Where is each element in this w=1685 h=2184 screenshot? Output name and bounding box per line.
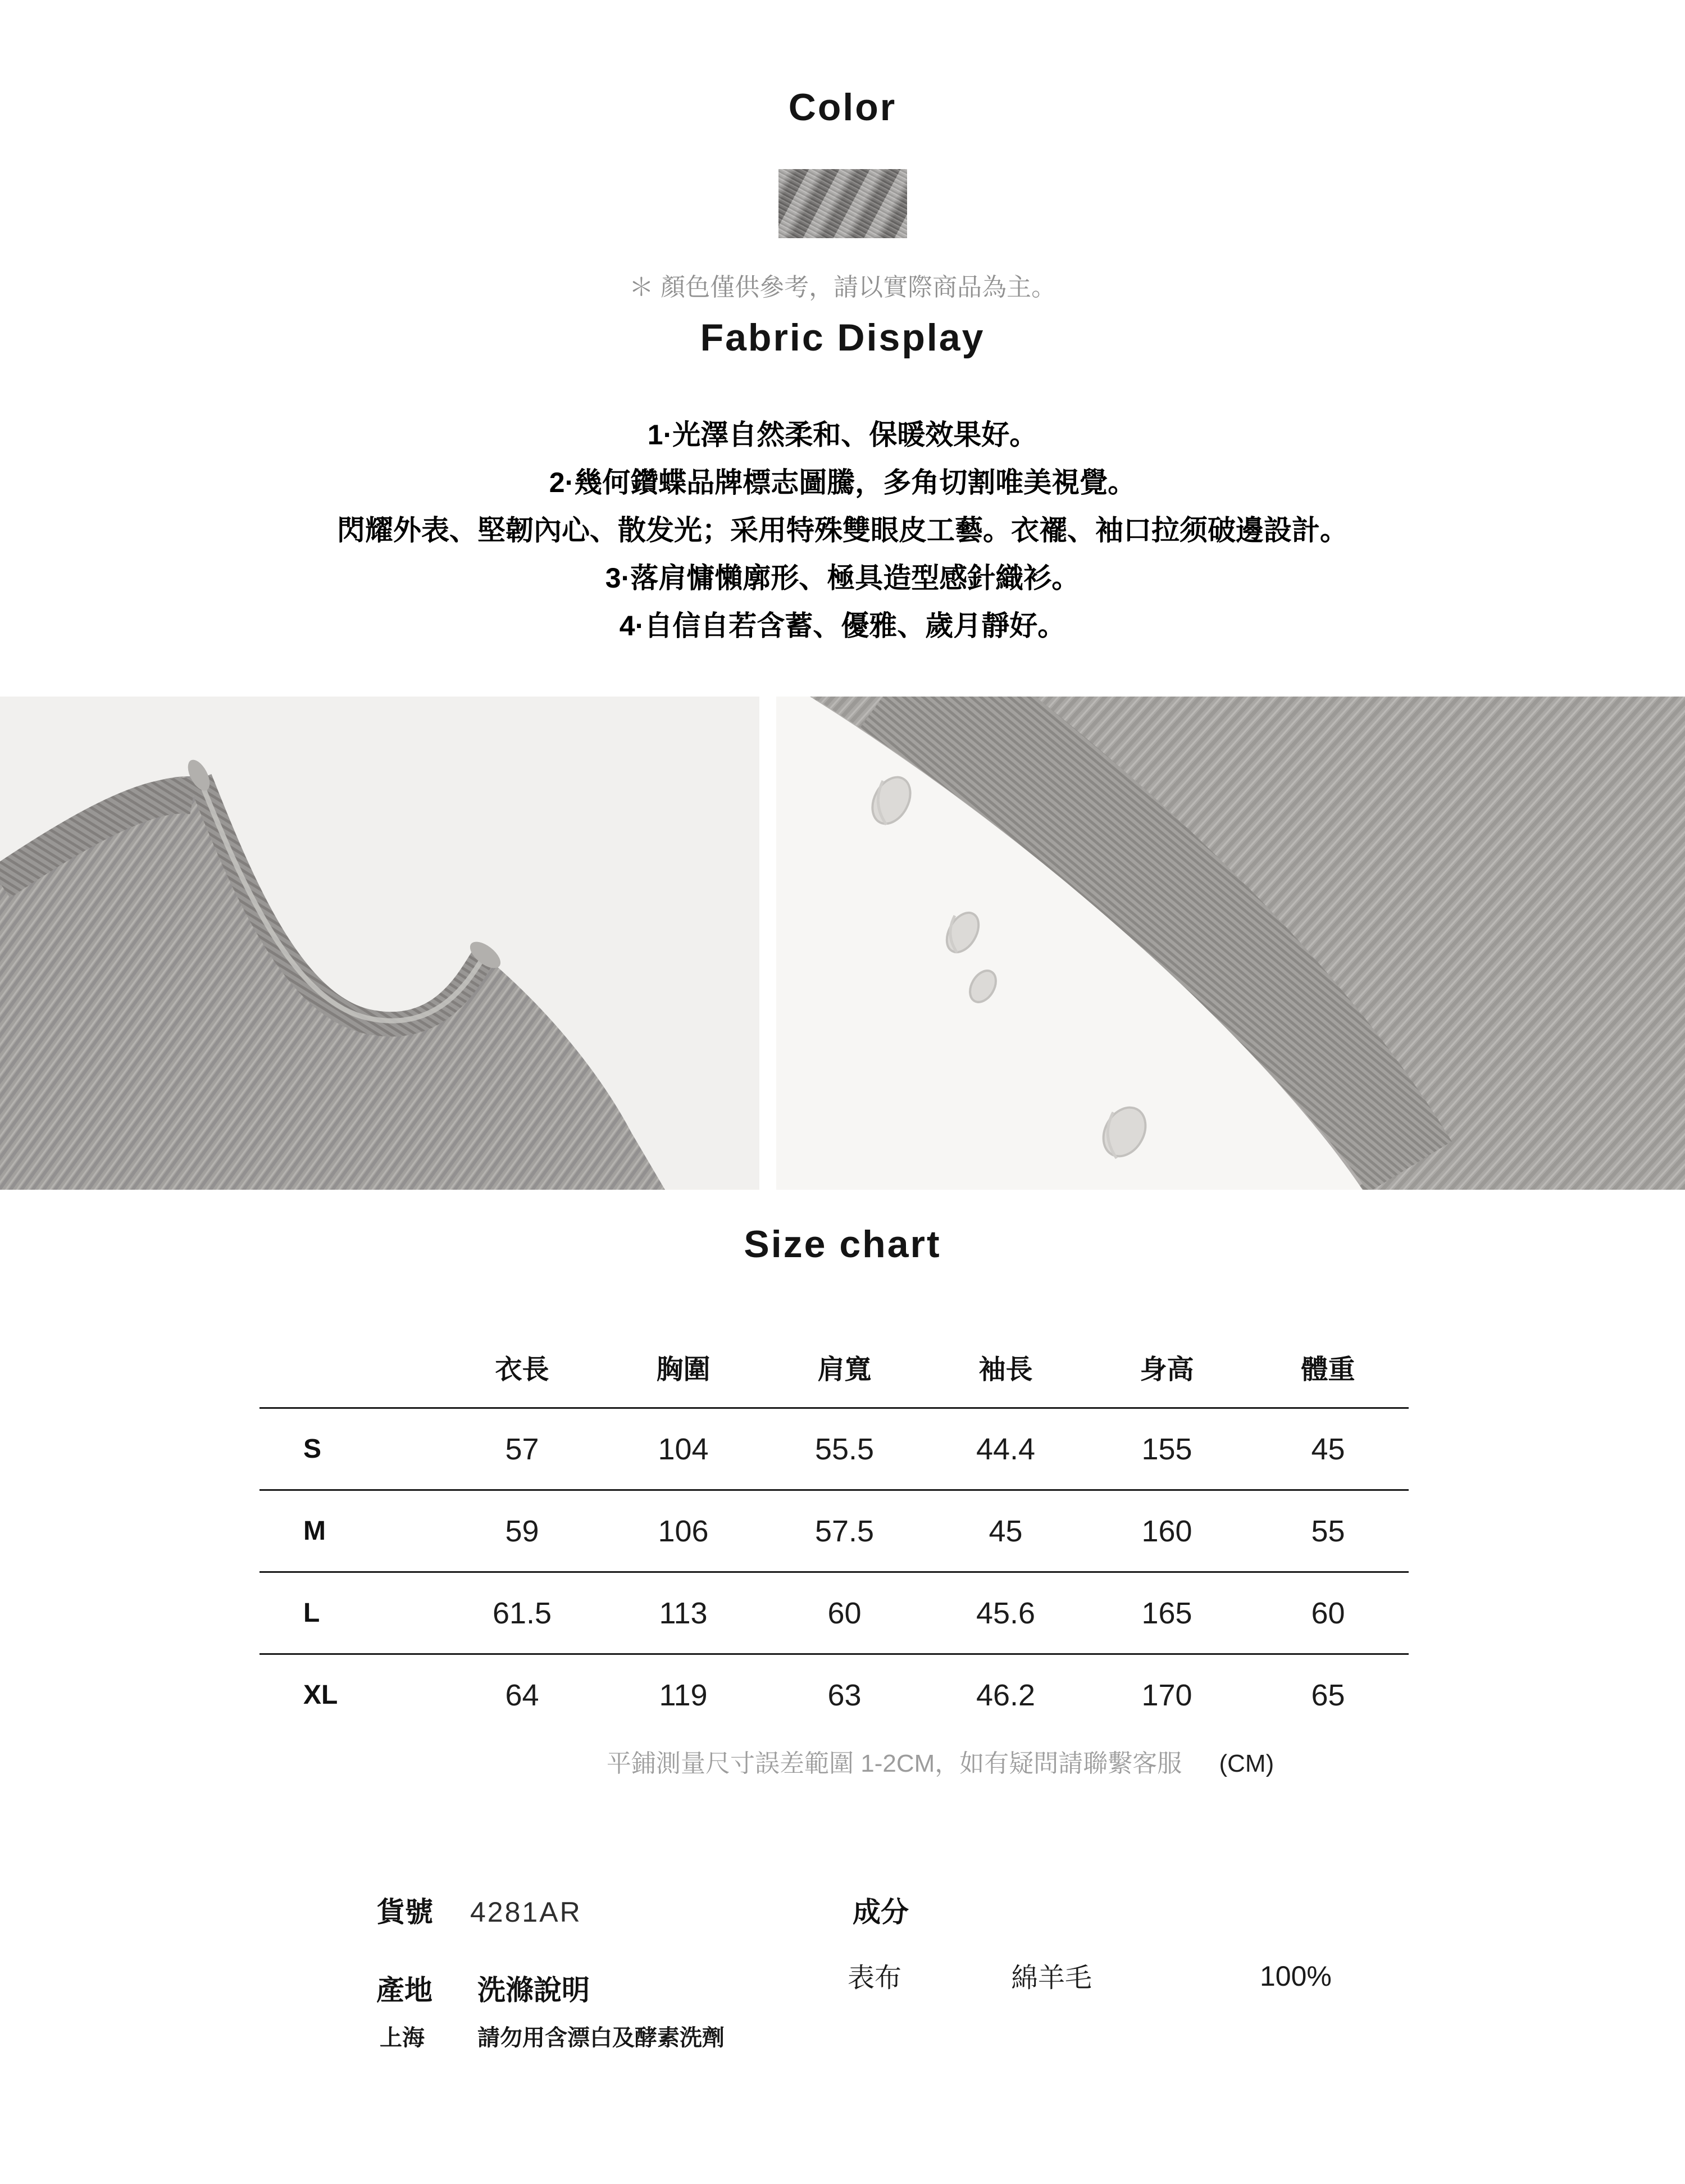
product-photo-strip: [0, 697, 1685, 1190]
column-header: 體重: [1301, 1355, 1355, 1385]
size-value: 60: [1311, 1596, 1345, 1630]
measurement-unit: (CM): [1219, 1750, 1274, 1777]
size-value: 59: [505, 1514, 539, 1548]
size-value: 55: [1311, 1514, 1345, 1548]
size-value: 46.2: [976, 1678, 1036, 1712]
color-swatch-image: [778, 169, 907, 238]
column-header: 胸圍: [656, 1355, 711, 1385]
size-label: XL: [303, 1680, 338, 1710]
column-header: 袖長: [978, 1355, 1033, 1385]
hem-distressed-detail-photo: [776, 697, 1685, 1190]
size-value: 57.5: [814, 1514, 875, 1548]
column-header: 衣長: [495, 1355, 549, 1385]
size-value: 55.5: [814, 1432, 875, 1466]
size-chart-header-row: [259, 1327, 1409, 1409]
color-section-title: Color: [788, 86, 897, 129]
size-value: 65: [1311, 1678, 1345, 1712]
size-value: 60: [827, 1596, 862, 1630]
fabric-feature-line: 1·光澤自然柔和、保暖效果好。: [647, 419, 1038, 451]
size-value: 165: [1141, 1596, 1192, 1630]
fabric-section-title: Fabric Display: [700, 316, 985, 359]
size-chart-row-m: [259, 1491, 1409, 1573]
size-value: 119: [659, 1678, 708, 1712]
size-value: 63: [827, 1678, 862, 1712]
size-value: 45: [989, 1514, 1023, 1548]
column-header: 身高: [1140, 1355, 1194, 1385]
size-label: S: [303, 1434, 322, 1464]
size-value: 57: [505, 1432, 539, 1466]
size-value: 106: [658, 1514, 709, 1548]
fabric-feature-list: [0, 411, 1685, 650]
fabric-feature-line: 2·幾何鑽蝶品牌標志圖騰，多角切割唯美視覺。: [549, 467, 1136, 498]
size-value: 104: [658, 1432, 709, 1466]
measurement-note: [607, 1748, 1274, 1780]
size-value: 170: [1141, 1678, 1192, 1712]
size-label: M: [303, 1516, 326, 1546]
wash-instructions-value: 請勿用含漂白及酵素洗劑: [477, 2026, 725, 2050]
fabric-material: 綿羊毛: [1011, 1963, 1092, 1993]
size-value: 45: [1311, 1432, 1345, 1466]
wash-instructions-label: 洗滌說明: [477, 1974, 590, 2006]
size-value: 155: [1141, 1432, 1192, 1466]
sku-row: [377, 1895, 582, 1929]
size-value: 64: [505, 1678, 539, 1712]
size-chart-row-s: [259, 1409, 1409, 1491]
fabric-label: 表布: [848, 1963, 902, 1993]
sku-value: 4281AR: [470, 1896, 582, 1928]
measurement-note-text: 平鋪測量尺寸誤差範圍 1-2CM，如有疑問請聯繫客服: [607, 1750, 1182, 1777]
size-label: L: [303, 1598, 320, 1628]
origin-label: 產地: [376, 1974, 432, 2006]
size-value: 160: [1141, 1514, 1192, 1548]
size-value: 113: [659, 1596, 708, 1630]
size-chart-row-l: [259, 1573, 1409, 1655]
size-value: 61.5: [492, 1596, 552, 1630]
origin-value: 上海: [380, 2026, 425, 2050]
color-caption: ＊ 顏色僅供參考，請以實際商品為主。: [629, 274, 1056, 301]
collar-detail-photo: [0, 697, 759, 1190]
composition-label: 成分: [853, 1896, 909, 1928]
size-value: 45.6: [976, 1596, 1036, 1630]
fabric-feature-line: 閃耀外表、堅韌內心、散发光；采用特殊雙眼皮工藝。衣襬、袖口拉须破邊設計。: [337, 515, 1348, 546]
size-value: 44.4: [976, 1432, 1036, 1466]
size-chart-row-xl: [259, 1655, 1409, 1735]
size-chart-title: Size chart: [744, 1223, 941, 1266]
column-header: 肩寬: [817, 1355, 872, 1385]
sku-label: 貨號: [377, 1896, 433, 1928]
fabric-percent: 100%: [1260, 1960, 1332, 1992]
fabric-feature-line: 4·自信自若含蓄、優雅、歲月靜好。: [619, 610, 1066, 641]
size-chart-table: [259, 1327, 1409, 1735]
fabric-feature-line: 3·落肩慵懶廓形、極具造型感針織衫。: [605, 562, 1080, 594]
